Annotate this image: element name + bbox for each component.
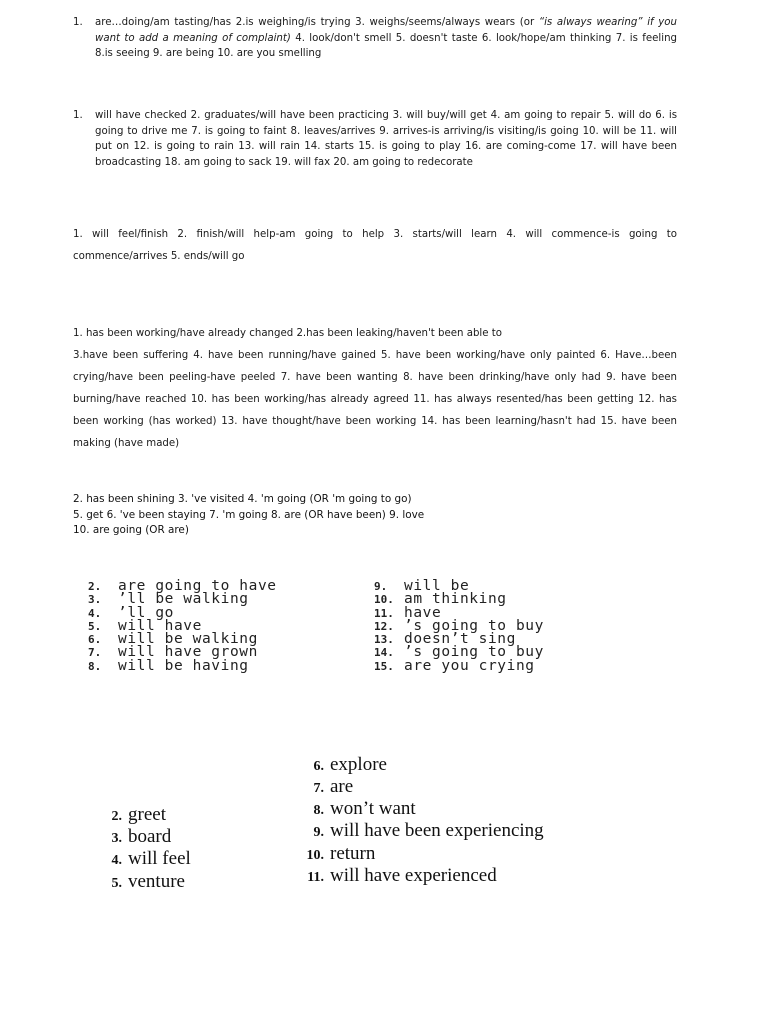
list-item: 4. will feel — [111, 848, 191, 869]
block-1-text — [95, 15, 677, 62]
block-1-number: 1. — [73, 17, 83, 28]
block-1-text-italic: “is always wearing” if you want to add a meaning of complaint) — [95, 17, 677, 44]
block-3-text: 1. will feel/finish 2. finish/will help-am going to help 3. starts/will learn 4. will commence-is going to commence/arrives 5. ends/will go — [73, 229, 677, 262]
list-item: 4. ’ll go — [88, 604, 174, 621]
list-item: 8. won’t want — [313, 798, 416, 819]
block-1-text-b: 4. look/don't smell 5. doesn't taste 6. look/hope/am thinking 7. is feeling 8.is seeing 9. are being 10. are you smelling — [95, 32, 678, 59]
list-item: 3. ’ll be walking — [88, 591, 249, 608]
list-item: 7. will have grown — [88, 644, 258, 661]
list-item: 12. ’s going to buy — [374, 617, 544, 634]
list-item: 8. will be having — [88, 657, 249, 674]
block-5-line-3: 10. are going (OR are) — [73, 524, 189, 536]
list-item: 6. will be walking — [88, 631, 258, 648]
block-4-line-1: 1. has been working/have already changed 2.has been leaking/haven't been able to — [73, 328, 502, 339]
list-item: 6. explore — [313, 754, 387, 775]
list-item: 3. board — [111, 826, 172, 847]
list-item: 14. ’s going to buy — [374, 644, 544, 661]
block-6-right-column — [374, 580, 544, 673]
answer-block-3 — [73, 224, 677, 268]
block-6-left-column — [88, 580, 277, 673]
list-item: 11. will have experienced — [307, 865, 497, 886]
list-item: 5. will have — [88, 617, 202, 634]
answer-block-2 — [73, 108, 677, 170]
block-4-rest: 3.have been suffering 4. have been running/have gained 5. have been working/have only painted 6. Have…been crying/have been peeling-have peeled 7. have been wanting 8. have been drinking/have only had 9. have been burning/have reached 10. has been working/has already agreed 11. has always resented/has been getting 12. has been working (has worked) 13. have thought/have been working 14. has been learning/hasn't had 15. have been making (have made) — [73, 350, 677, 449]
list-item: 13. doesn’t sing — [374, 631, 516, 648]
list-item: 15. are you crying — [374, 657, 535, 674]
list-item: 9. will be — [374, 578, 470, 594]
block-1-text-a: are…doing/am tasting/has 2.is weighing/is trying 3. weighs/seems/always wears (or — [95, 17, 539, 28]
block-2-number: 1. — [73, 110, 83, 121]
list-item: 10. am thinking — [374, 591, 507, 608]
answer-block-5 — [73, 492, 677, 539]
answer-block-1 — [73, 15, 677, 62]
list-item: 5. venture — [111, 871, 185, 892]
answer-block-4 — [73, 323, 677, 455]
list-item: 2. are going to have — [88, 578, 277, 594]
list-item: 11. have — [374, 604, 442, 621]
block-5-line-1: 2. has been shining 3. 've visited 4. 'm going (OR 'm going to go) — [73, 493, 412, 505]
list-item: 10. return — [306, 843, 376, 864]
list-item: 9. will have been experiencing — [313, 820, 544, 841]
list-item: 7. are — [313, 776, 354, 797]
answer-block-6-scan — [88, 580, 628, 680]
list-item: 2. greet — [111, 804, 166, 825]
block-5-line-2: 5. get 6. 've been staying 7. 'm going 8. are (OR have been) 9. love — [73, 508, 425, 521]
block-2-text: will have checked 2. graduates/will have been practicing 3. will buy/will get 4. am going to repair 5. will do 6. is going to drive me 7. is going to faint 8. leaves/arrives 9. arrives-is arriving/is visiting/is going 10. will be 11. will put on 12. is going to rain 13. will rain 14. starts 15. is going to play 16. are coming-come 17. will have been broadcasting 18. am going to sack 19. will fax 20. am going to redecorate — [95, 110, 677, 168]
